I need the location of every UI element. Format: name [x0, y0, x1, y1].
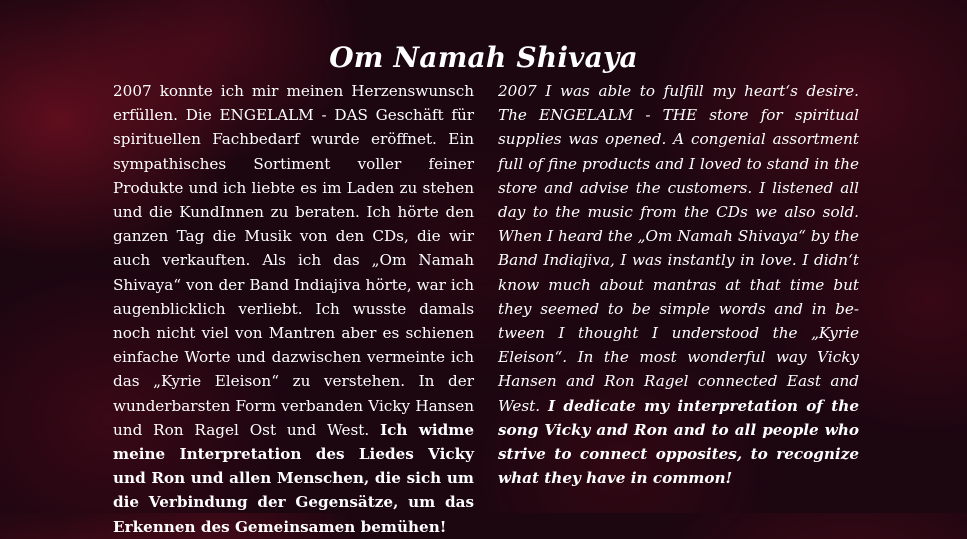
- german-text-column: [113, 79, 474, 539]
- english-text-column: [498, 79, 859, 490]
- english-dedication: I dedicate my interpretation of the song Vicky and Ron and to all people who strive to connect opposites, to recognize what they have in common!: [498, 396, 859, 488]
- page-title: Om Namah Shivaya: [329, 40, 638, 74]
- german-dedication: Ich widme meine Interpretation des Liedes Vicky und Ron und allen Menschen, die sich um die Verbindung der Gegensätze, um das Erkennen des Gemeinsamen bemühen!: [113, 420, 475, 536]
- german-paragraph: 2007 konnte ich mir meinen Herzenswunsch erfüllen. Die ENGELALM - DAS Geschäft für spirituellen Fachbedarf wurde eröffnet. Ein sympathisches Sortiment voller feiner Produkte und ich liebte es im Laden zu stehen und die KundInnen zu beraten. Ich hörte den ganzen Tag die Musik von den CDs, die wir auch verkauften. Als ich das „Om Namah Shivaya“ von der Band Indiajiva hörte, war ich augenblicklich verliebt. Ich wusste damals noch nicht viel von Mantren aber es schienen einfache Worte und dazwischen vermeinte ich das „Kyrie Eleison“ zu verstehen. In der wunderbarsten Form verbanden Vicky Hansen und Ron Ragel Ost und West.: [113, 82, 474, 439]
- english-paragraph: 2007 I was able to fulfill my heart‘s desire. The ENGELALM - THE store for spiritual supplies was opened. A congenial assortment full of fine products and I loved to stand in the store and advise the customers. I listened all day to the music from the CDs we also sold. When I heard the „Om Namah Shivaya“ by the Band Indiajiva, I was instantly in love. I didn‘t know much about mantras at that time but they seemed to be simple words and in between I thought I understood the „Kyrie Eleison“. In the most wonderful way Vicky Hansen and Ron Ragel connected East and West.: [498, 82, 859, 415]
